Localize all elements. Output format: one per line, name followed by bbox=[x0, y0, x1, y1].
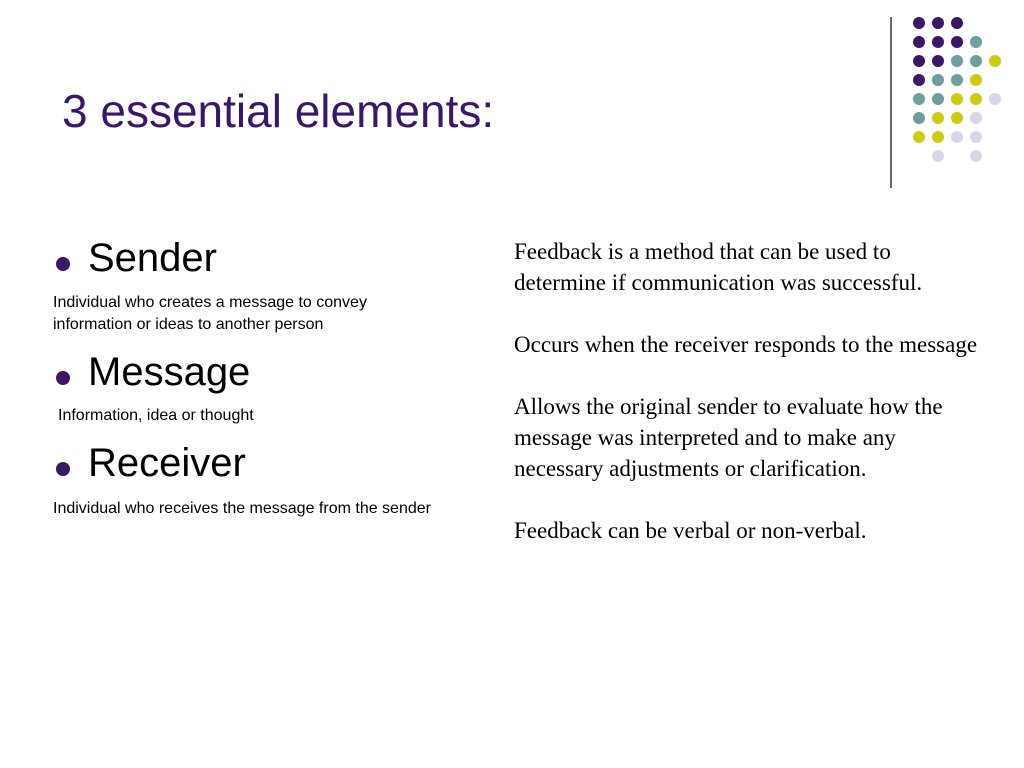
feedback-paragraph: Feedback is a method that can be used to determine if communication was successful. bbox=[514, 239, 923, 295]
dot bbox=[913, 131, 925, 143]
bullet-heading bbox=[53, 441, 433, 485]
dot bbox=[970, 112, 982, 124]
vertical-divider bbox=[890, 17, 892, 188]
dot bbox=[951, 131, 963, 143]
dot bbox=[970, 150, 982, 162]
dot bbox=[932, 112, 944, 124]
list-item bbox=[53, 441, 433, 520]
slide-title: 3 essential elements: bbox=[62, 85, 495, 137]
list-item bbox=[53, 350, 433, 427]
dot bbox=[970, 131, 982, 143]
bullet-icon bbox=[56, 257, 70, 271]
dot bbox=[951, 74, 963, 86]
dot bbox=[951, 93, 963, 105]
dot bbox=[951, 36, 963, 48]
dot bbox=[932, 150, 944, 162]
dot bbox=[932, 17, 944, 29]
dot bbox=[989, 55, 1001, 67]
dot bbox=[913, 74, 925, 86]
dot bbox=[913, 55, 925, 67]
bullet-heading-text: Message bbox=[88, 350, 251, 394]
bullet-icon bbox=[56, 462, 70, 476]
dot bbox=[913, 17, 925, 29]
elements-list bbox=[53, 236, 433, 520]
dot bbox=[951, 17, 963, 29]
feedback-text bbox=[514, 236, 984, 577]
dot bbox=[932, 55, 944, 67]
dot bbox=[970, 93, 982, 105]
list-item bbox=[53, 236, 433, 336]
dot bbox=[951, 112, 963, 124]
bullet-heading bbox=[53, 236, 433, 280]
dot bbox=[913, 93, 925, 105]
dot bbox=[913, 112, 925, 124]
dot bbox=[913, 36, 925, 48]
bullet-heading-text: Receiver bbox=[88, 441, 246, 485]
dot bbox=[970, 36, 982, 48]
dot bbox=[932, 36, 944, 48]
dot bbox=[970, 55, 982, 67]
dot bbox=[970, 74, 982, 86]
dot bbox=[932, 93, 944, 105]
dot bbox=[989, 93, 1001, 105]
feedback-paragraph: Feedback can be verbal or non-verbal. bbox=[514, 518, 867, 543]
bullet-heading-text: Sender bbox=[88, 236, 217, 280]
bullet-description: Individual who creates a message to convey information or ideas to another person bbox=[53, 294, 367, 333]
bullet-description: Information, idea or thought bbox=[58, 407, 254, 424]
dot bbox=[932, 131, 944, 143]
bullet-icon bbox=[56, 371, 70, 385]
bullet-heading bbox=[53, 350, 433, 394]
feedback-paragraph: Occurs when the receiver responds to the message bbox=[514, 332, 978, 357]
dot bbox=[932, 74, 944, 86]
dot bbox=[951, 55, 963, 67]
bullet-description: Individual who receives the message from the sender bbox=[53, 500, 431, 517]
feedback-paragraph: Allows the original sender to evaluate how the message was interpreted and to make any necessary adjustments or clarification. bbox=[514, 394, 943, 481]
